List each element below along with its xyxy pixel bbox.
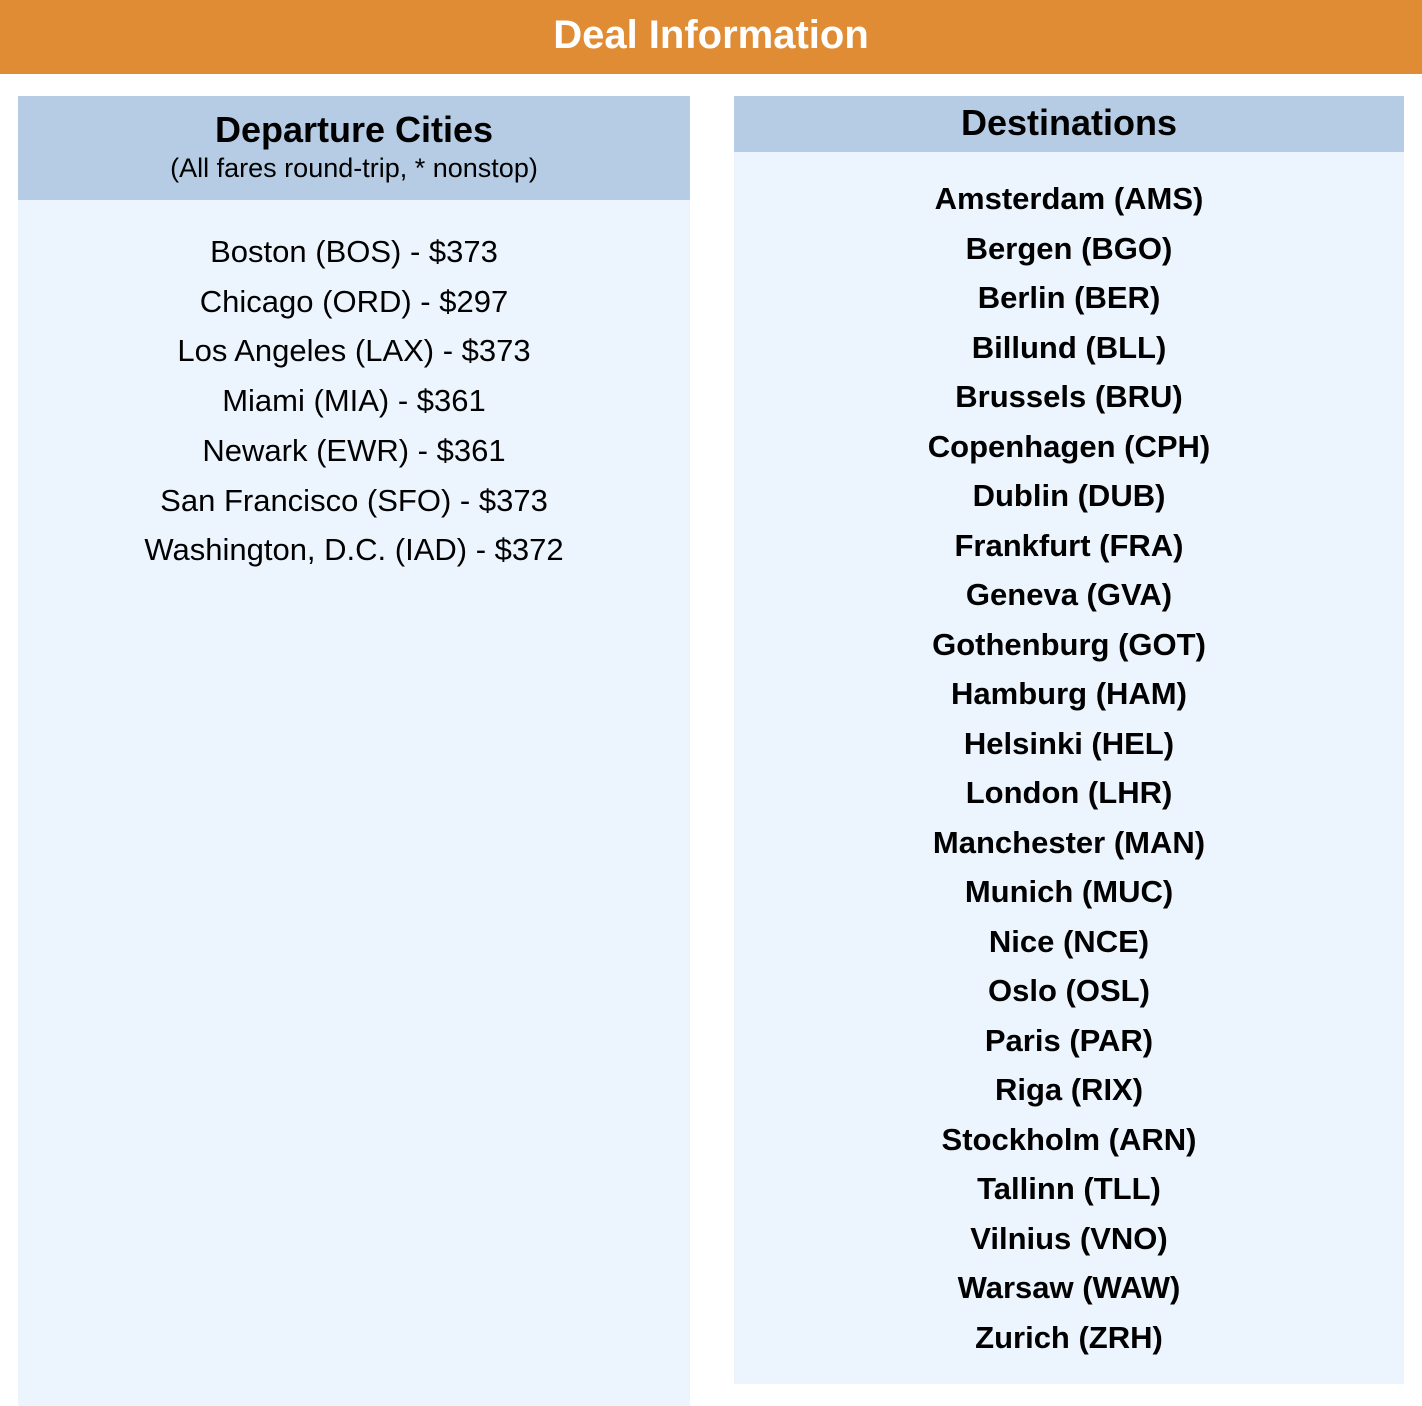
destination-item: Nice (NCE) [988,923,1150,959]
departure-city-item: Miami (MIA) - $361 [222,383,486,419]
destination-item: Zurich (ZRH) [975,1319,1163,1355]
destination-item: Geneva (GVA) [965,577,1173,612]
departure-cities-title: Departure Cities [214,109,494,150]
destination-item: Gothenburg (GOT) [932,626,1206,662]
destination-item: Bergen (BGO) [965,230,1173,266]
departure-cities-list [18,200,690,575]
departure-city-item: Chicago (ORD) - $297 [199,283,509,319]
destination-item: London (LHR) [965,775,1173,810]
destination-item: Helsinki (HEL) [963,725,1175,761]
deal-information-banner [0,0,1422,74]
destination-item: Manchester (MAN) [932,824,1206,860]
destination-item: Tallinn (TLL) [977,1171,1161,1206]
destination-item: Billund (BLL) [971,329,1167,365]
destination-item: Dublin (DUB) [972,478,1166,513]
destinations-panel [734,96,1404,1384]
destinations-list [734,152,1404,1362]
destination-item: Vilnius (VNO) [970,1220,1168,1256]
destination-item: Paris (PAR) [984,1022,1154,1058]
destination-item: Warsaw (WAW) [957,1270,1181,1305]
destination-item: Frankfurt (FRA) [954,527,1184,563]
destination-item: Berlin (BER) [977,280,1161,315]
page-title: Deal Information [553,13,869,57]
departure-city-item: Boston (BOS) - $373 [210,234,498,269]
destination-item: Amsterdam (AMS) [934,181,1204,216]
departure-city-item: Los Angeles (LAX) - $373 [177,333,531,369]
departure-cities-panel [18,96,690,1406]
destination-item: Hamburg (HAM) [951,676,1187,711]
departure-cities-subtitle: (All fares round-trip, * nonstop) [170,153,538,183]
destination-item: Copenhagen (CPH) [927,428,1211,464]
destination-item: Brussels (BRU) [955,379,1183,414]
departure-cities-header [18,96,690,200]
departure-city-item: Newark (EWR) - $361 [202,432,506,468]
destination-item: Stockholm (ARN) [941,1121,1197,1157]
destination-item: Munich (MUC) [964,874,1174,909]
destinations-header [734,96,1404,152]
departure-city-item: San Francisco (SFO) - $373 [160,482,548,518]
departure-city-item: Washington, D.C. (IAD) - $372 [144,532,564,568]
destinations-title: Destinations [960,102,1178,143]
destination-item: Oslo (OSL) [988,973,1150,1008]
destination-item: Riga (RIX) [994,1072,1144,1107]
